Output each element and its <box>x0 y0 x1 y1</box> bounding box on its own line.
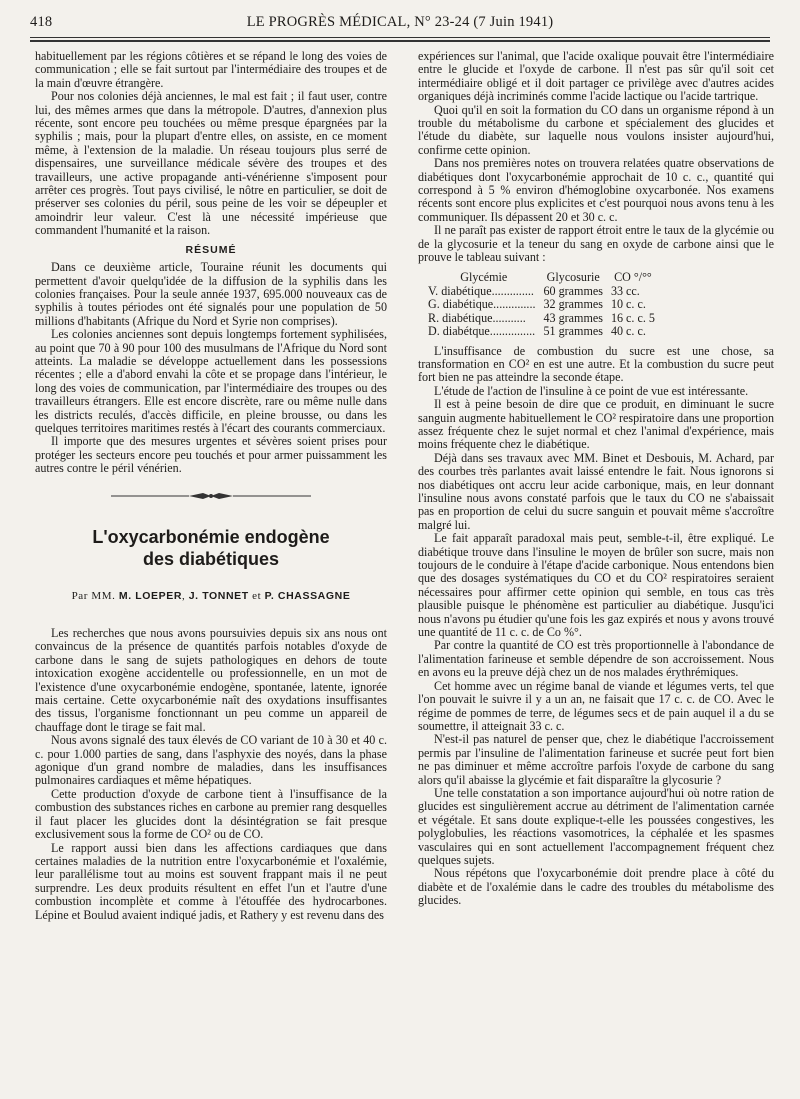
byline: Par MM. M. LOEPER, J. TONNET et P. CHASSAGNE <box>71 589 351 602</box>
table-cell: 43 grammes <box>543 310 603 325</box>
paragraph: habituellement par les régions côtières et se répand le long des voies de communication ; elle se fait surtout par l'intermédiaire des troupes et de la main d'œuvre étrangère. <box>35 49 387 90</box>
table-row <box>428 325 659 338</box>
table-row <box>428 285 659 298</box>
glycemia-table <box>428 271 659 339</box>
paragraph: Pour nos colonies déjà anciennes, le mal est fait ; il faut user, contre lui, des mêmes armes que dans la métropole. D'autres, d'annexion plus récente, sont encore peu touchées ou même presque épargnées par la syphilis ; mais, pour la plupart d'entre elles, on assiste, en ce moment même, à l'extension de la maladie. Un réseau toujours plus serré de dispensaires, une surveillance médicale sévère des troupes et des travailleurs, une active propagande anti-vénérienne s'imposent pour arrêter ces progrès. Tout pays civilisé, le nôtre en particulier, se doit de préserver ses colonies du péril, sous peine de les voir se dépeupler et amoindrir leur valeur. C'est là une nécessité impérieuse que commandent l'humanité et la raison. <box>35 89 387 238</box>
byline-prefix: Par MM. <box>71 589 116 602</box>
running-header <box>30 14 770 36</box>
resume-heading: RÉSUMÉ <box>185 243 237 256</box>
paragraph: Le rapport aussi bien dans les affections cardiaques que dans certaines maladies de la nutrition entre l'oxycarbonémie et l'oxalémie, leur parallélisme tout au moins est souvent frappant mais il ne peut surprendre. Les deux produits résultent en effet l'un et l'autre d'une combustion incomplète et comme à l'étouffée des hydrocarbones. Lépine et Boulud avaient indiqué jadis, et Rathery y est revenu dans des <box>35 840 387 922</box>
paragraph: expériences sur l'animal, que l'acide oxalique pouvait être l'intermédiaire entre le glucide et l'oxyde de carbone. Il n'est pas sûr qu'il soit cet intermédiaire obligé et il doit partager ce privilège avec d'autres acides organiques déjà incriminés comme l'acide lactique ou l'acide tartrique. <box>418 49 774 104</box>
paragraph: N'est-il pas naturel de penser que, chez le diabétique l'accroissement permis par l'insuline de l'alimentation farineuse et sucrée peut fort bien ne pas diminuer et même accroître parfois l'oxyde de carbone du sang alors qu'il abaisse la glycémie et fait disparaître la glycosurie ? <box>418 732 774 787</box>
table-cell: V. diabétique.............. <box>428 283 534 298</box>
table-cell: G. diabétique.............. <box>428 297 536 312</box>
table-row <box>428 312 659 325</box>
article-title-line: L'oxycarbonémie endogène <box>92 526 330 547</box>
summary-paragraph: Les colonies anciennes sont depuis longtemps fortement syphilisées, au point que 70 à 90 pour 100 des musulmans de l'Afrique du Nord sont atteints. La maladie se développe actuellement dans les possessions récentes ; elle a d'abord envahi la côte et se propage dans l'intérieur, le long des voies de communication, par l'intermédiaire des troupes ou des travailleurs étrangers. Elle est encore discrète, rare ou même nulle dans les districts reculés, d'accès difficile, en pleine brousse, ou dans les quelques territoires maritimes restés à l'écart des courants commerciaux. <box>35 327 387 435</box>
left-column <box>35 50 387 922</box>
column-header: CO °/°° <box>614 269 652 284</box>
table-cell: D. diabétque............... <box>428 324 536 339</box>
author-name: J. TONNET <box>188 589 249 602</box>
table-header-row <box>428 271 659 285</box>
right-column <box>418 50 774 908</box>
summary-paragraph: Il importe que des mesures urgentes et sévères soient prises pour protéger les secteurs encore peu touchés et pour armer puissamment les autres contre le péril vénérien. <box>35 434 387 476</box>
paragraph: L'étude de l'action de l'insuline à ce point de vue est intéressante. <box>434 383 749 398</box>
table-cell: 51 grammes <box>543 324 603 339</box>
author-name: M. LOEPER <box>118 589 183 602</box>
table-cell: 16 c. c. 5 <box>610 310 655 325</box>
author-name: P. CHASSAGNE <box>264 589 351 602</box>
column-header: Glycosurie <box>546 269 600 284</box>
paragraph: Il ne paraît pas exister de rapport étroit entre le taux de la glycémie ou de la glycosurie et la teneur du sang en oxyde de carbone ainsi que le prouve le tableau suivant : <box>418 223 774 265</box>
table-cell: 60 grammes <box>543 283 603 298</box>
table-cell: 10 c. c. <box>610 297 646 312</box>
paragraph: Déjà dans ses travaux avec MM. Binet et Desbouis, M. Achard, par des courbes très parlantes avait laissé entendre le fait. Nous ignorons si nos diabétiques ont accru leur acide carbonique, mais, en leur donnant l'insuline nous avons constaté parfois que le taux du CO ne s'abaissait pas en proportion de celui du sucre sanguin et pouvait même s'accroître malgré lui. <box>418 450 774 532</box>
summary-paragraph: Dans ce deuxième article, Touraine réunit les documents qui permettent d'avoir quelqu'idée de la diffusion de la syphilis dans les colonies françaises. Pour la seule année 1937, 695.000 nouveaux cas de syphilis à toutes périodes ont été signalés pour une population de 50 millions d'habitants (Afrique du Nord et Syrie non comprises). <box>35 260 387 328</box>
paragraph: Cet homme avec un régime banal de viande et légumes verts, tel que l'on pouvait le suivre il y a un an, ne faisait que 17 c. c. de CO. Avec le régime de pommes de terre, de légumes secs et de pain auquel il a du se soumettre, il atteignait 33 c. c. <box>418 678 774 733</box>
paragraph: Le fait apparaît paradoxal mais peut, semble-t-il, être expliqué. Le diabétique trouve dans l'insuline le moyen de brûler son sucre, mais non toujours de le conduire à l'étape d'acide carbonique. Nous entendons bien que des dosages systématiques du CO et du CO² respiratoires seraient nécessaires pour affirmer cette opinion qui semble, en tous cas très plausible puisque le phénomène est particulier au diabétique. Jusqu'ici nous n'avons pu étudier qu'une fois les gaz expirés et nous y avons trouvé une quantité de 11 c. c. de Co %°. <box>418 531 775 640</box>
paragraph: Nous répétons que l'oxycarbonémie doit prendre place à côté du diabète et de l'oxalémie dans le cadre des troubles du métabolisme des glucides. <box>418 866 774 908</box>
table-cell: 32 grammes <box>543 297 603 312</box>
paragraph: Les recherches que nous avons poursuivies depuis six ans nous ont convaincus de la présence de quantités parfois notables d'oxyde de carbone dans le sang de sujets pathologiques en dehors de toute intoxication exogène accidentelle ou professionnelle, en un mot de l'existence d'une oxycarbonémie endogène, spontanée, latente, ignorée mais certaine. Cette oxycarbonémie naît des oxydations insuffisantes des tissus, l'organisme fonctionnant un peu comme un appareil de chauffage dont le tirage se fait mal. <box>35 626 387 734</box>
paragraph: L'insuffisance de combustion du sucre est une chose, sa transformation en CO² en est une autre. Et la combustion du sucre peut fort bien ne pas atteindre la seconde étape. <box>418 343 774 385</box>
page-number: 418 <box>30 14 53 30</box>
journal-title: LE PROGRÈS MÉDICAL, N° 23-24 (7 Juin 1941) <box>246 14 554 30</box>
table-cell: 40 c. c. <box>610 324 646 339</box>
byline-conjunction: et <box>252 589 262 602</box>
header-rule-thick <box>30 40 770 42</box>
article-title <box>35 526 387 570</box>
paragraph: Nous avons signalé des taux élevés de CO variant de 10 à 30 et 40 c. c. pour 1.000 parties de sang, dans l'asphyxie des noyés, dans la phase agonique d'un grand nombre de maladies, dans les insuffisances pulmonaires cardiaques et même hépatiques. <box>35 733 387 788</box>
paragraph: Il est à peine besoin de dire que ce produit, en diminuant le sucre sanguin augmente habituellement le CO² respiratoire dans une proportion assez fréquente chez le sujet normal et chez l'animal d'expérience, mais moins fréquente chez le diabétique. <box>418 397 774 452</box>
paragraph: Par contre la quantité de CO est très proportionnelle à l'abondance de l'alimentation farineuse et semble dépendre de son accroissement. Nous en avons eu la preuve déjà chez un de nos malades érythrémiques. <box>418 638 774 680</box>
article-title-line: des diabétiques <box>142 548 280 569</box>
table-row <box>428 298 659 311</box>
table-cell: 33 cc. <box>610 283 640 298</box>
paragraph: Une telle constatation a son importance aujourd'hui où notre ration de glucides est singulièrement accrue au détriment de l'alimentation carnée et végétale. Et sans doute explique-t-elle les poussées congestives, les polyglobulies, les réactions vasomotrices, la céphalée et les spasmes vasculaires qui en sont actuellement l'accompagnement fréquent chez quelques sujets. <box>418 785 774 867</box>
table-cell: R. diabétique........... <box>428 310 526 325</box>
paragraph: Cette production d'oxyde de carbone tient à l'insuffisance de la combustion des substances riches en carbone au premier rang desquelles il faut placer les glucides dont la désintégration se fait presque exclusivement sous la forme de CO² ou de CO. <box>35 786 387 842</box>
column-header: Glycémie <box>460 269 508 284</box>
paragraph: Quoi qu'il en soit la formation du CO dans un organisme répond à un trouble du métabolisme du carbone et spécialement des glucides et l'étude du diabète, sur laquelle nous voulons insister aujourd'hui, confirme cette opinion. <box>418 102 774 157</box>
header-rule <box>30 37 770 38</box>
section-divider-ornament <box>111 490 311 502</box>
paragraph: Dans nos premières notes on trouvera relatées quatre observations de diabétiques dont l'oxycarbonémie approchait de 10 c. c., quantité qui correspond à 5 % environ d'hémoglobine oxycarbonée. Nos examens récents sont encore plus explicites et c'est pourquoi nous avons tenu à les communiquer. Ils dépassent 20 et 30 c. c. <box>418 156 774 224</box>
